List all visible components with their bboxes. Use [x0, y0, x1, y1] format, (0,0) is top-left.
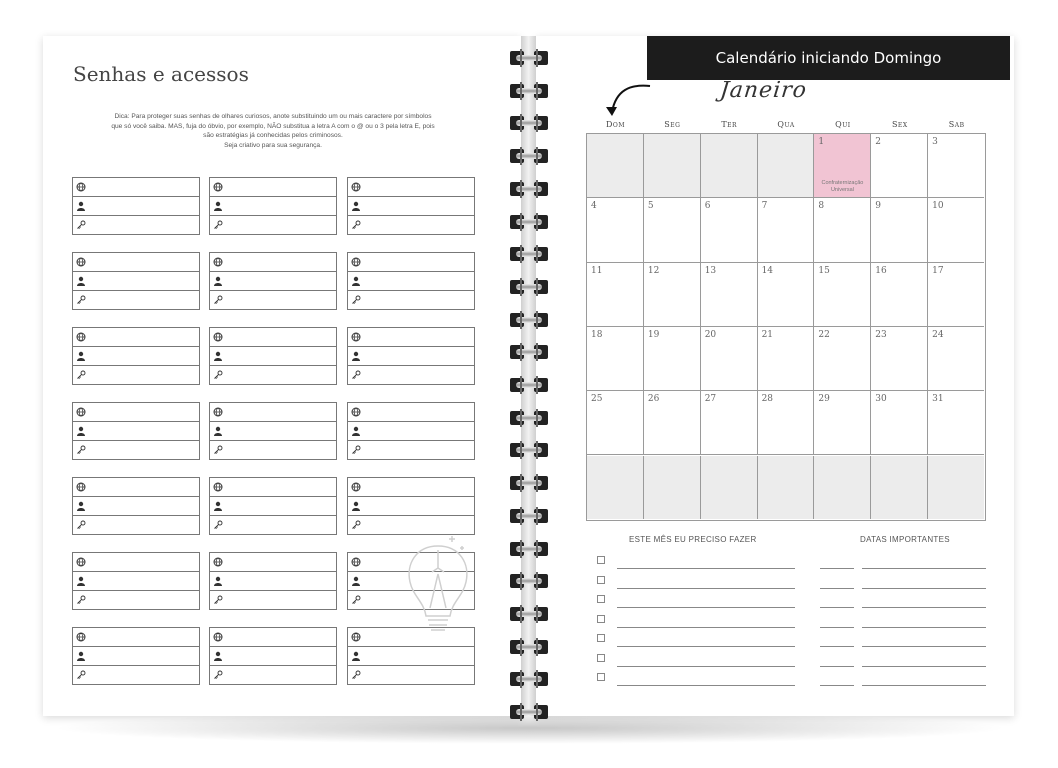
account-entry — [347, 252, 475, 310]
website-field[interactable] — [209, 477, 337, 496]
day-number: 22 — [818, 329, 830, 340]
day-number: 30 — [875, 394, 887, 405]
user-icon — [73, 651, 86, 661]
calendar-day[interactable] — [701, 198, 758, 262]
calendar-empty-cell[interactable] — [587, 134, 644, 198]
website-field[interactable] — [209, 552, 337, 571]
spiral-ring — [508, 637, 550, 657]
holiday-label: Confraternização Universal — [821, 180, 864, 194]
tip-line: Dica: Para proteger suas senhas de olhares curiosos, anote substituindo um ou mais caractere por símbolos — [114, 113, 432, 120]
username-field[interactable] — [347, 421, 475, 440]
password-field[interactable] — [72, 215, 200, 235]
website-field[interactable] — [209, 327, 337, 346]
calendar-day[interactable] — [814, 327, 871, 391]
globe-icon — [73, 557, 86, 567]
day-number: 8 — [818, 201, 825, 212]
calendar-day[interactable] — [644, 327, 701, 391]
key-icon — [348, 370, 361, 380]
day-number: 17 — [932, 265, 944, 276]
day-number: 4 — [591, 201, 597, 212]
todo-checkbox[interactable] — [597, 595, 605, 603]
username-field[interactable] — [347, 646, 475, 665]
website-field[interactable] — [347, 402, 475, 421]
day-number: 18 — [591, 329, 603, 340]
account-entry — [347, 477, 475, 535]
spiral-ring — [508, 81, 550, 101]
spiral-ring — [508, 702, 550, 722]
website-field[interactable] — [72, 627, 200, 646]
globe-icon — [348, 407, 361, 417]
key-icon — [348, 220, 361, 230]
day-number: 5 — [647, 201, 654, 212]
day-number: 20 — [704, 329, 717, 340]
todo-line[interactable] — [617, 646, 795, 647]
calendar-day[interactable] — [928, 263, 984, 327]
account-entry — [209, 627, 337, 685]
password-field[interactable] — [347, 665, 475, 685]
page-title: Senhas e acessos — [73, 62, 249, 86]
day-number: 14 — [761, 265, 774, 276]
password-field[interactable] — [72, 515, 200, 535]
account-entry — [72, 252, 200, 310]
calendar-day[interactable] — [871, 391, 928, 455]
date-note-line[interactable] — [862, 627, 986, 628]
account-entry — [209, 477, 337, 535]
calendar-empty-cell[interactable] — [701, 134, 758, 198]
account-entry — [209, 177, 337, 235]
key-icon — [73, 670, 86, 680]
todo-line[interactable] — [617, 685, 795, 686]
date-note-line[interactable] — [862, 588, 986, 589]
month-title: Janeiro — [718, 78, 809, 103]
calendar-day[interactable] — [587, 263, 644, 327]
globe-icon — [348, 482, 361, 492]
username-field[interactable] — [347, 496, 475, 515]
key-icon — [210, 670, 223, 680]
day-number: 7 — [761, 201, 768, 212]
user-icon — [210, 651, 223, 661]
user-icon — [73, 351, 86, 361]
username-field[interactable] — [209, 271, 337, 290]
spiral-ring — [508, 310, 550, 330]
website-field[interactable] — [209, 402, 337, 421]
website-field[interactable] — [347, 252, 475, 271]
website-field[interactable] — [72, 252, 200, 271]
day-number: 21 — [761, 329, 774, 340]
weekday-label: Seg — [664, 120, 681, 129]
globe-icon — [210, 482, 223, 492]
user-icon — [73, 576, 86, 586]
password-field[interactable] — [209, 590, 337, 610]
calendar-day[interactable] — [701, 391, 758, 455]
globe-icon — [73, 332, 86, 342]
calendar-day[interactable] — [928, 391, 984, 455]
globe-icon — [73, 632, 86, 642]
todo-line[interactable] — [617, 627, 795, 628]
username-field[interactable] — [72, 271, 200, 290]
spiral-ring — [508, 48, 550, 68]
calendar-day[interactable] — [701, 263, 758, 327]
username-field[interactable] — [347, 271, 475, 290]
day-number: 27 — [704, 394, 717, 405]
day-number: 2 — [875, 137, 882, 147]
password-field[interactable] — [209, 665, 337, 685]
key-icon — [73, 370, 86, 380]
globe-icon — [210, 257, 223, 267]
website-field[interactable] — [72, 327, 200, 346]
account-entry — [72, 552, 200, 610]
date-line[interactable] — [820, 568, 854, 569]
password-field[interactable] — [72, 665, 200, 685]
todo-checkbox[interactable] — [597, 556, 605, 564]
globe-icon — [73, 182, 86, 192]
day-number: 1 — [818, 137, 825, 147]
account-entry — [72, 477, 200, 535]
website-field[interactable] — [209, 177, 337, 196]
spiral-ring — [508, 408, 550, 428]
day-number: 9 — [875, 201, 882, 212]
spiral-ring — [508, 506, 550, 526]
calendar-day[interactable] — [814, 134, 871, 198]
account-entry — [209, 327, 337, 385]
globe-icon — [348, 332, 361, 342]
date-line[interactable] — [820, 685, 854, 686]
user-icon — [348, 576, 361, 586]
username-field[interactable] — [209, 571, 337, 590]
key-icon — [348, 520, 361, 530]
key-icon — [210, 520, 223, 530]
key-icon — [210, 370, 223, 380]
spiral-ring — [508, 669, 550, 689]
calendar-day[interactable] — [871, 327, 928, 391]
calendar-day[interactable] — [587, 198, 644, 262]
globe-icon — [348, 182, 361, 192]
weekday-label: Qua — [777, 120, 795, 129]
todo-checkbox[interactable] — [597, 634, 605, 642]
website-field[interactable] — [209, 627, 337, 646]
weekday-label: Qui — [835, 120, 851, 129]
spiral-ring — [508, 244, 550, 264]
calendar-day[interactable] — [701, 327, 758, 391]
calendar-day[interactable] — [758, 327, 815, 391]
user-icon — [210, 501, 223, 511]
username-field[interactable] — [72, 346, 200, 365]
spiral-ring — [508, 113, 550, 133]
weekday-label: Ter — [721, 120, 738, 129]
key-icon — [348, 670, 361, 680]
website-field[interactable] — [347, 327, 475, 346]
username-field[interactable] — [72, 571, 200, 590]
key-icon — [210, 220, 223, 230]
date-note-line[interactable] — [862, 607, 986, 608]
user-icon — [210, 426, 223, 436]
spiral-ring — [508, 179, 550, 199]
tip-line: são estratégias já conhecidas pelos criminosos. — [203, 132, 343, 140]
account-entry — [347, 402, 475, 460]
calendar-empty-cell[interactable] — [871, 456, 928, 519]
calendar-empty-cell[interactable] — [758, 134, 815, 198]
website-field[interactable] — [72, 552, 200, 571]
globe-icon — [73, 257, 86, 267]
password-field[interactable] — [209, 215, 337, 235]
calendar-day[interactable] — [928, 198, 984, 262]
user-icon — [73, 501, 86, 511]
day-number: 3 — [932, 137, 938, 147]
curved-arrow-icon — [600, 80, 656, 120]
calendar-day[interactable] — [644, 391, 701, 455]
calendar-day[interactable] — [758, 198, 815, 262]
account-entry — [72, 327, 200, 385]
weekday-label: Sab — [948, 120, 965, 129]
calendar-empty-cell[interactable] — [928, 456, 984, 519]
user-icon — [210, 351, 223, 361]
spiral-ring — [508, 212, 550, 232]
user-icon — [348, 351, 361, 361]
username-field[interactable] — [72, 496, 200, 515]
date-line[interactable] — [820, 646, 854, 647]
website-field[interactable] — [347, 177, 475, 196]
todo-line[interactable] — [617, 588, 795, 589]
spiral-ring — [508, 571, 550, 591]
calendar-start-banner: Calendário iniciando Domingo — [647, 36, 1010, 80]
todo-checkbox[interactable] — [597, 654, 605, 662]
user-icon — [348, 651, 361, 661]
user-icon — [210, 276, 223, 286]
day-number: 19 — [647, 329, 660, 340]
spiral-ring — [508, 277, 550, 297]
month-calendar-grid — [586, 133, 986, 521]
key-icon — [73, 295, 86, 305]
user-icon — [210, 201, 223, 211]
username-field[interactable] — [209, 496, 337, 515]
calendar-day[interactable] — [644, 263, 701, 327]
day-number: 6 — [704, 201, 711, 212]
todo-checkbox[interactable] — [597, 576, 605, 584]
key-icon — [210, 295, 223, 305]
account-entry — [347, 327, 475, 385]
day-number: 12 — [647, 265, 660, 276]
calendar-empty-cell[interactable] — [644, 134, 701, 198]
username-field[interactable] — [347, 346, 475, 365]
day-number: 25 — [591, 394, 603, 405]
globe-icon — [210, 407, 223, 417]
password-field[interactable] — [209, 515, 337, 535]
password-field[interactable] — [72, 365, 200, 385]
password-field[interactable] — [347, 215, 475, 235]
key-icon — [73, 445, 86, 455]
globe-icon — [210, 332, 223, 342]
important-dates-title: DATAS IMPORTANTES — [860, 535, 950, 544]
spiral-binding — [508, 40, 550, 720]
account-entry — [209, 552, 337, 610]
spiral-ring — [508, 375, 550, 395]
username-field[interactable] — [72, 196, 200, 215]
account-entry — [209, 252, 337, 310]
key-icon — [348, 445, 361, 455]
date-note-line[interactable] — [862, 666, 986, 667]
globe-icon — [210, 182, 223, 192]
calendar-empty-cell[interactable] — [758, 456, 815, 519]
account-entry — [72, 402, 200, 460]
date-line[interactable] — [820, 666, 854, 667]
user-icon — [348, 276, 361, 286]
account-entry — [209, 402, 337, 460]
weekday-label: Dom — [606, 120, 625, 129]
password-field[interactable] — [347, 365, 475, 385]
calendar-empty-cell[interactable] — [814, 456, 871, 519]
day-number: 13 — [704, 265, 717, 276]
spiral-ring — [508, 604, 550, 624]
password-field[interactable] — [209, 440, 337, 460]
calendar-day[interactable] — [814, 263, 871, 327]
day-number: 11 — [591, 265, 603, 276]
todo-line[interactable] — [617, 568, 795, 569]
day-number: 23 — [875, 329, 887, 340]
account-entry — [347, 177, 475, 235]
day-number: 10 — [932, 201, 944, 212]
username-field[interactable] — [347, 196, 475, 215]
key-icon — [73, 220, 86, 230]
password-field[interactable] — [72, 440, 200, 460]
calendar-day[interactable] — [814, 391, 871, 455]
date-line[interactable] — [820, 607, 854, 608]
account-entry — [72, 177, 200, 235]
day-number: 26 — [647, 394, 660, 405]
website-field[interactable] — [72, 177, 200, 196]
date-note-line[interactable] — [862, 568, 986, 569]
spiral-ring — [508, 539, 550, 559]
user-icon — [73, 201, 86, 211]
spiral-ring — [508, 440, 550, 460]
calendar-empty-cell[interactable] — [644, 456, 701, 519]
calendar-empty-cell[interactable] — [587, 456, 644, 519]
calendar-day[interactable] — [871, 198, 928, 262]
lightbulb-watermark-icon — [402, 528, 474, 648]
website-field[interactable] — [347, 477, 475, 496]
user-icon — [348, 426, 361, 436]
key-icon — [73, 520, 86, 530]
globe-icon — [348, 557, 361, 567]
day-number: 24 — [932, 329, 944, 340]
account-entry — [72, 627, 200, 685]
globe-icon — [73, 482, 86, 492]
weekday-label: Sex — [891, 120, 908, 129]
key-icon — [210, 595, 223, 605]
website-field[interactable] — [209, 252, 337, 271]
security-tip — [73, 112, 473, 150]
day-number: 31 — [932, 394, 944, 405]
todo-line[interactable] — [617, 607, 795, 608]
calendar-day[interactable] — [871, 263, 928, 327]
globe-icon — [348, 257, 361, 267]
globe-icon — [210, 557, 223, 567]
username-field[interactable] — [72, 646, 200, 665]
website-field[interactable] — [72, 477, 200, 496]
username-field[interactable] — [209, 346, 337, 365]
website-field[interactable] — [72, 402, 200, 421]
username-field[interactable] — [72, 421, 200, 440]
calendar-empty-cell[interactable] — [701, 456, 758, 519]
todo-line[interactable] — [617, 666, 795, 667]
spiral-ring — [508, 146, 550, 166]
calendar-day[interactable] — [928, 327, 984, 391]
calendar-day[interactable] — [587, 391, 644, 455]
password-field[interactable] — [72, 290, 200, 310]
password-field[interactable] — [347, 290, 475, 310]
password-field[interactable] — [72, 590, 200, 610]
key-icon — [348, 595, 361, 605]
globe-icon — [210, 632, 223, 642]
todo-checkbox[interactable] — [597, 673, 605, 681]
calendar-day[interactable] — [814, 198, 871, 262]
calendar-day[interactable] — [758, 391, 815, 455]
user-icon — [348, 201, 361, 211]
day-number: 29 — [818, 394, 830, 405]
user-icon — [73, 276, 86, 286]
password-field[interactable] — [209, 290, 337, 310]
key-icon — [73, 595, 86, 605]
globe-icon — [348, 632, 361, 642]
date-line[interactable] — [820, 588, 854, 589]
calendar-day[interactable] — [587, 327, 644, 391]
calendar-day[interactable] — [871, 134, 928, 198]
date-note-line[interactable] — [862, 646, 986, 647]
spiral-ring — [508, 473, 550, 493]
todo-checkbox[interactable] — [597, 615, 605, 623]
globe-icon — [73, 407, 86, 417]
calendar-day[interactable] — [928, 134, 984, 198]
username-field[interactable] — [209, 196, 337, 215]
spiral-ring — [508, 342, 550, 362]
username-field[interactable] — [209, 421, 337, 440]
key-icon — [348, 295, 361, 305]
user-icon — [73, 426, 86, 436]
user-icon — [348, 501, 361, 511]
day-number: 28 — [761, 394, 774, 405]
day-number: 15 — [818, 265, 830, 276]
tip-line: Seja criativo para sua segurança. — [224, 141, 322, 149]
password-field[interactable] — [209, 365, 337, 385]
day-number: 16 — [875, 265, 887, 276]
key-icon — [210, 445, 223, 455]
calendar-day[interactable] — [758, 263, 815, 327]
username-field[interactable] — [209, 646, 337, 665]
date-note-line[interactable] — [862, 685, 986, 686]
password-field[interactable] — [347, 440, 475, 460]
calendar-day[interactable] — [644, 198, 701, 262]
todo-section-title: ESTE MÊS EU PRECISO FAZER — [629, 535, 757, 544]
user-icon — [210, 576, 223, 586]
tip-line: que só você saiba. MAS, fuja do óbvio, por exemplo, NÃO substitua a letra A com o @ ou o 3 pela letra E, pois — [111, 122, 435, 130]
date-line[interactable] — [820, 627, 854, 628]
